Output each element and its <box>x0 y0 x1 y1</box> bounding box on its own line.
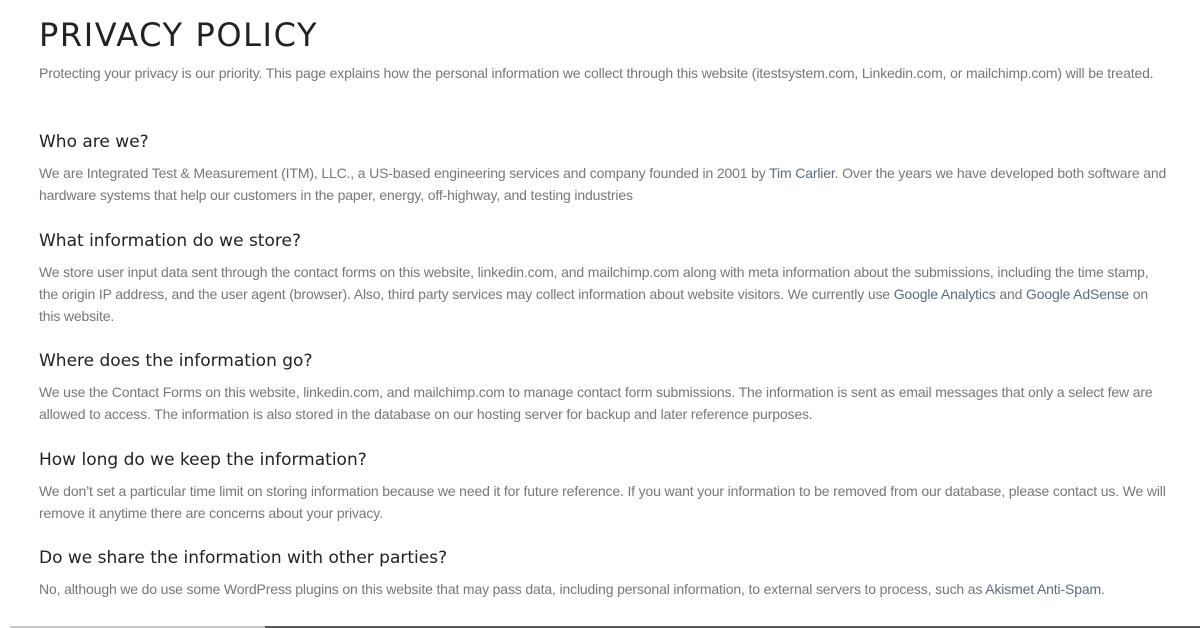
page-title: PRIVACY POLICY <box>39 16 319 54</box>
section-heading: Who are we? <box>39 132 149 152</box>
section-body <box>39 162 1169 206</box>
section-who-are-we <box>39 131 1169 206</box>
body-text: No, although we do use some WordPress plugins on this website that may pass data, including personal information, to external servers to process, such as <box>39 581 986 597</box>
section-heading: Do we share the information with other parties? <box>39 548 448 568</box>
tim-carlier-link[interactable]: Tim Carlier <box>769 165 835 181</box>
google-adsense-link[interactable]: Google AdSense <box>1025 286 1129 302</box>
section-what-information <box>39 230 1169 327</box>
body-text: . Over the years we have developed both software and hardware systems that help our customers in the paper, energy, off-highway, and testing industries <box>39 165 1167 203</box>
body-text: on this website. <box>39 286 1148 324</box>
privacy-policy-content <box>39 0 1169 597</box>
akismet-link[interactable]: Akismet Anti-Spam <box>985 581 1101 597</box>
section-how-long <box>39 449 1169 524</box>
google-analytics-link[interactable]: Google Analytics <box>893 286 996 302</box>
section-heading: Where does the information go? <box>39 351 313 371</box>
body-text: . <box>1100 581 1105 597</box>
section-heading: What information do we store? <box>39 231 301 251</box>
intro-paragraph: Protecting your privacy is our priority. This page explains how the personal information we collect through this website (itestsystem.com, Linkedin.com, or mailchimp.com) will be treated. <box>39 65 1154 81</box>
section-body <box>39 261 1169 327</box>
body-text: and <box>995 286 1026 302</box>
section-heading: How long do we keep the information? <box>39 450 367 470</box>
section-body: We don’t set a particular time limit on storing information because we need it for future reference. If you want your information to be removed from our database, please contact us. We will remove it anytime there are concerns about your privacy. <box>39 483 1166 521</box>
body-text: We store user input data sent through the contact forms on this website, linkedin.com, and mailchimp.com along with meta information about the submissions, including the time stamp, the origin IP address, and the user agent (browser). Also, third party services may collect information about website visitors. We currently use <box>39 264 1149 302</box>
section-share-information <box>39 547 1169 600</box>
section-where-information-goes <box>39 350 1169 425</box>
body-text: We are Integrated Test & Measurement (ITM), LLC., a US-based engineering services and company founded in 2001 by <box>39 165 770 181</box>
section-body <box>39 578 1169 600</box>
section-body: We use the Contact Forms on this website, linkedin.com, and mailchimp.com to manage contact form submissions. The information is sent as email messages that only a select few are allowed to access. The information is also stored in the database on our hosting server for backup and later reference purposes. <box>39 384 1153 422</box>
